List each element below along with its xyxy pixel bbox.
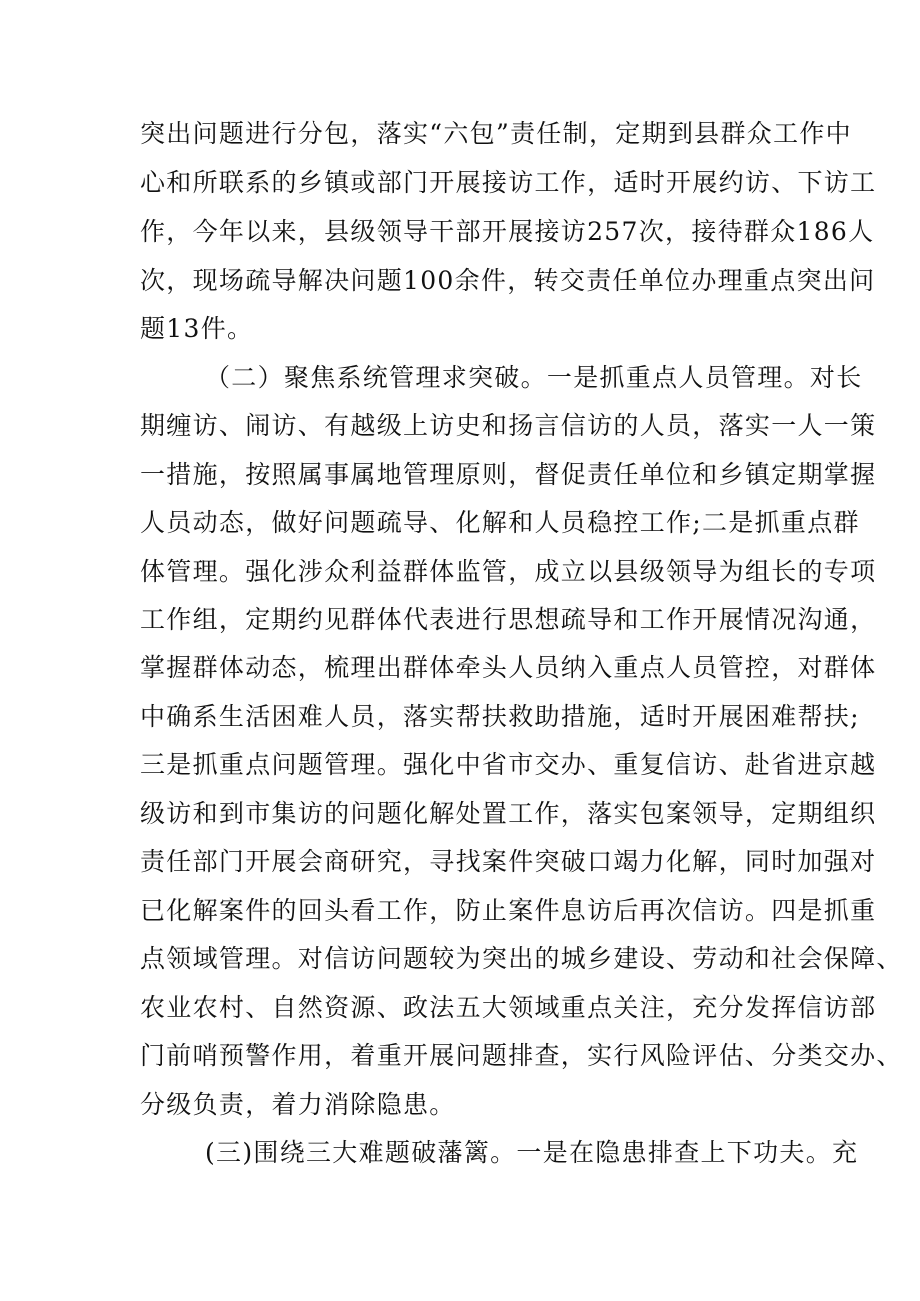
text-line: 分级负责，着力消除隐患。 xyxy=(140,1090,456,1119)
text-line: 三是抓重点问题管理。强化中省市交办、重复信访、赴省进京越 xyxy=(140,750,877,779)
text-line: 中确系生活困难人员，落实帮扶救助措施，适时开展困难帮扶; xyxy=(140,702,860,731)
text-line: 点领域管理。对信访问题较为突出的城乡建设、劳动和社会保障、 xyxy=(140,944,903,973)
text-line: 责任部门开展会商研究，寻找案件突破口竭力化解，同时加强对 xyxy=(140,847,877,876)
text-line: 题13件。 xyxy=(140,314,254,343)
paragraph-start-line: （二）聚焦系统管理求突破。一是抓重点人员管理。对长 xyxy=(205,363,863,392)
text-line: 级访和到市集访的问题化解处置工作，落实包案领导，定期组织 xyxy=(140,799,877,828)
text-line: 工作组，定期约见群体代表进行思想疏导和工作开展情况沟通， xyxy=(140,605,877,634)
text-line: 已化解案件的回头看工作，防止案件息访后再次信访。四是抓重 xyxy=(140,896,877,925)
text-line: 农业农村、自然资源、政法五大领域重点关注，充分发挥信访部 xyxy=(140,993,877,1022)
text-line: 突出问题进行分包，落实“六包”责任制，定期到县群众工作中 xyxy=(140,119,852,148)
text-line: 心和所联系的乡镇或部门开展接访工作，适时开展约访、下访工 xyxy=(140,168,877,197)
text-line: 掌握群体动态，梳理出群体牵头人员纳入重点人员管控，对群体 xyxy=(140,653,877,682)
text-line: 作，今年以来，县级领导干部开展接访257次，接待群众186人 xyxy=(140,217,875,246)
text-line: 体管理。强化涉众利益群体监管，成立以县级领导为组长的专项 xyxy=(140,557,877,586)
text-line: 人员动态，做好问题疏导、化解和人员稳控工作;二是抓重点群 xyxy=(140,508,860,537)
text-line: 门前哨预警作用，着重开展问题排查，实行风险评估、分类交办、 xyxy=(140,1041,903,1070)
paragraph-start-line: (三)围绕三大难题破藩篱。一是在隐患排查上下功夫。充 xyxy=(205,1138,859,1167)
text-line: 一措施，按照属事属地管理原则，督促责任单位和乡镇定期掌握 xyxy=(140,460,877,489)
text-line: 次，现场疏导解决问题100余件，转交责任单位办理重点突出问 xyxy=(140,266,876,295)
text-line: 期缠访、闹访、有越级上访史和扬言信访的人员，落实一人一策 xyxy=(140,411,877,440)
